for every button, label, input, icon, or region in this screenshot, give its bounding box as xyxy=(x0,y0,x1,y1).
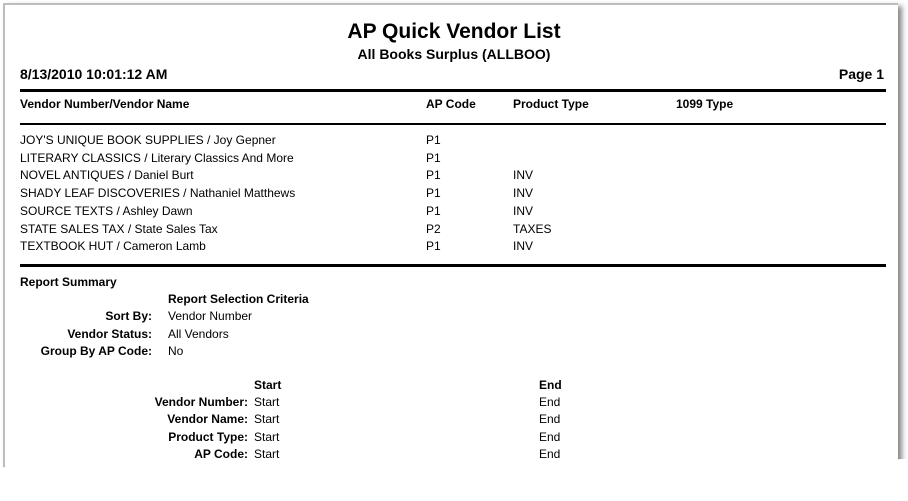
range-start-heading: Start xyxy=(254,378,282,392)
ap-code-cell: P1 xyxy=(426,150,441,165)
criteria-label: Vendor Status: xyxy=(67,326,152,341)
report-company: All Books Surplus (ALLBOO) xyxy=(357,46,551,62)
table-end-rule xyxy=(20,264,886,267)
header-rule-bottom xyxy=(20,123,886,125)
range-end: End xyxy=(539,395,561,409)
criteria-value: All Vendors xyxy=(168,326,229,341)
column-header-vendor: Vendor Number/Vendor Name xyxy=(20,97,190,111)
range-end: End xyxy=(539,446,561,461)
column-header-1099-type: 1099 Type xyxy=(676,97,734,111)
range-start: Start xyxy=(254,395,280,409)
product-type-cell: TAXES xyxy=(513,221,552,236)
criteria-label: Sort By: xyxy=(105,309,152,323)
ap-code-cell: P1 xyxy=(426,239,441,254)
product-type-cell: INV xyxy=(513,239,534,254)
vendor-cell: LITERARY CLASSICS / Literary Classics And More xyxy=(20,150,294,165)
criteria-value: Vendor Number xyxy=(168,309,253,323)
range-end-heading: End xyxy=(539,378,562,392)
ap-code-cell: P2 xyxy=(426,221,441,236)
ap-code-cell: P1 xyxy=(426,203,441,218)
ap-code-cell: P1 xyxy=(426,186,441,201)
range-start: Start xyxy=(254,412,280,427)
torn-edge xyxy=(0,455,908,501)
ap-code-cell: P1 xyxy=(426,168,441,183)
range-label: AP Code: xyxy=(194,446,248,461)
range-start: Start xyxy=(254,446,280,461)
range-label: Vendor Name: xyxy=(167,412,248,427)
product-type-cell: INV xyxy=(513,168,534,183)
report-timestamp: 8/13/2010 10:01:12 AM xyxy=(20,66,168,82)
product-type-cell: INV xyxy=(513,186,534,201)
ap-code-cell: P1 xyxy=(426,133,441,147)
criteria-value: No xyxy=(168,344,184,358)
range-end: End xyxy=(539,412,561,427)
vendor-cell: SHADY LEAF DISCOVERIES / Nathaniel Matthews xyxy=(20,186,296,201)
vendor-cell: STATE SALES TAX / State Sales Tax xyxy=(20,221,218,236)
report-summary-heading: Report Summary xyxy=(20,275,117,289)
header-rule-top xyxy=(20,89,886,92)
column-header-product-type: Product Type xyxy=(513,97,589,111)
vendor-cell: JOY'S UNIQUE BOOK SUPPLIES / Joy Gepner xyxy=(20,133,276,147)
report-title: AP Quick Vendor List xyxy=(347,20,561,43)
vendor-cell: SOURCE TEXTS / Ashley Dawn xyxy=(20,203,193,218)
criteria-label: Group By AP Code: xyxy=(40,344,152,358)
range-end: End xyxy=(539,429,561,444)
vendor-cell: TEXTBOOK HUT / Cameron Lamb xyxy=(20,239,206,254)
range-label: Product Type: xyxy=(168,429,248,444)
vendor-cell: NOVEL ANTIQUES / Daniel Burt xyxy=(20,168,194,183)
page-number: Page 1 xyxy=(838,66,884,82)
column-header-ap-code: AP Code xyxy=(426,97,476,111)
product-type-cell: INV xyxy=(513,203,534,218)
range-label: Vendor Number: xyxy=(154,395,248,409)
range-start: Start xyxy=(254,429,280,444)
criteria-heading: Report Selection Criteria xyxy=(168,292,309,306)
